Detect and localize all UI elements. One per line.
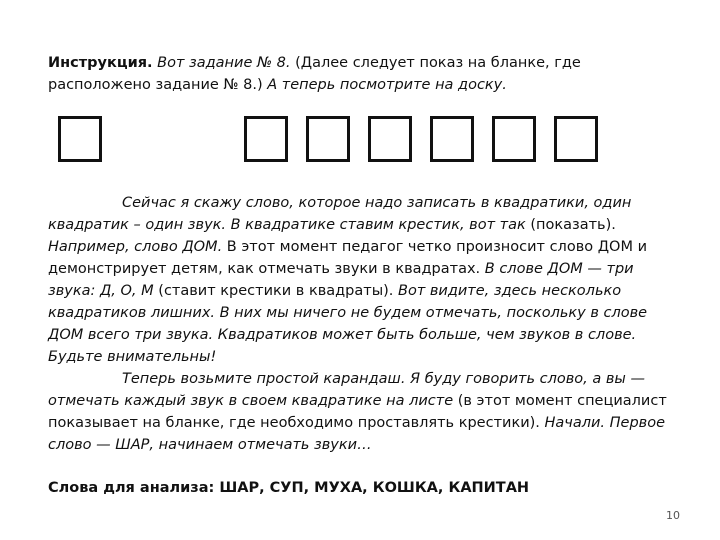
body-p1c: Например, слово ДОМ.: [48, 239, 223, 255]
instruction-paragraph: [48, 52, 668, 96]
body-p1d: В этот момент педагог четко произносит слово ДОМ и демонстрирует детям, как отмечать звуки в квадратах.: [48, 239, 648, 277]
square-6: [554, 116, 598, 162]
body-p1g: Вот видите, здесь несколько квадратиков лишних. В них мы ничего не будем отмечать, поскольку в слове ДОМ всего три звука. Квадратиков может быть больше, чем звуков в слове. Будьте внимательны!: [48, 283, 648, 365]
body-p1b: (показать).: [530, 217, 616, 233]
square-left: [58, 116, 102, 162]
body-p1f: (ставит крестики в квадраты).: [158, 283, 394, 299]
body-p1a: Сейчас я скажу слово, которое надо записать в квадратики, один квадратик – один звук. В квадратике ставим крестик, вот так: [48, 195, 632, 233]
page-number: 10: [666, 509, 680, 522]
instruction-task: Вот задание № 8.: [157, 55, 291, 71]
body-p2c: Начали. Первое слово — ШАР, начинаем отмечать звуки…: [48, 415, 666, 453]
instruction-board: А теперь посмотрите на доску.: [267, 77, 507, 93]
square-2: [306, 116, 350, 162]
square-4: [430, 116, 474, 162]
body-p2b: (в этот момент специалист показывает на бланке, где необходимо проставлять крестики).: [48, 393, 667, 431]
square-1: [244, 116, 288, 162]
square-5: [492, 116, 536, 162]
body-p1e: В слове ДОМ — три звука: Д, О, М: [48, 261, 634, 299]
body-text: [48, 192, 668, 456]
square-3: [368, 116, 412, 162]
words-for-analysis: Слова для анализа: ШАР, СУП, МУХА, КОШКА, КАПИТАН: [48, 480, 530, 496]
instruction-note: (Далее следует показ на бланке, где расположено задание № 8.): [48, 55, 581, 93]
body-p2a: Теперь возьмите простой карандаш. Я буду говорить слово, а вы — отмечать каждый звук в своем квадратике на листе: [48, 371, 645, 409]
instruction-label: Инструкция.: [48, 55, 153, 71]
